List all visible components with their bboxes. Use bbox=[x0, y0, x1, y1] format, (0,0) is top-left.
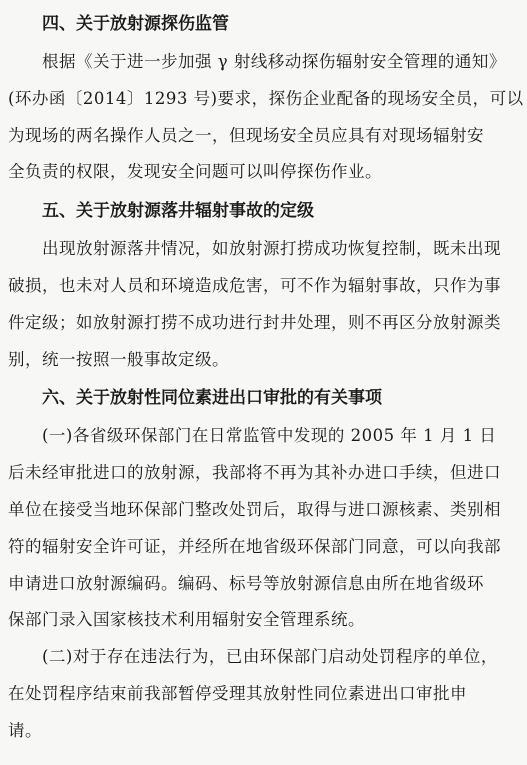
section-4-paragraph-1 bbox=[8, 44, 524, 191]
text-line: (一)各省级环保部门在日常监管中发现的 2005 年 1 月 1 日 bbox=[42, 426, 497, 446]
text-line: 请。 bbox=[8, 720, 42, 740]
text-line: 全负责的权限，发现安全问题可以叫停探伤作业。 bbox=[8, 162, 382, 182]
text-line: 符的辐射安全许可证，并经所在地省级环保部门同意，可以向我部 bbox=[8, 536, 501, 556]
text-line: 破损，也未对人员和环境造成危害，可不作为辐射事故，只作为事 bbox=[8, 275, 501, 295]
text-line: (二)对于存在违法行为，已由环保部门启动处罚程序的单位， bbox=[42, 647, 498, 667]
section-6-paragraph-1 bbox=[8, 418, 517, 639]
section-6-paragraph-2 bbox=[8, 639, 517, 749]
text-line: 申请进口放射源编码。编码、标号等放射源信息由所在地省级环 bbox=[8, 573, 484, 593]
text-line: 单位在接受当地环保部门整改处罚后，取得与进口源核素、类别相 bbox=[8, 499, 501, 519]
section-heading-4: 四、关于放射源探伤监管 bbox=[42, 14, 229, 34]
text-line: 别，统一按照一般事故定级。 bbox=[8, 349, 229, 369]
section-5-paragraph-1 bbox=[8, 231, 517, 378]
text-line: 为现场的两名操作人员之一，但现场安全员应具有对现场辐射安 bbox=[8, 125, 484, 145]
section-heading-5: 五、关于放射源落井辐射事故的定级 bbox=[42, 201, 314, 222]
text-line: 保部门录入国家核技术利用辐射安全管理系统。 bbox=[8, 610, 365, 630]
text-line: 出现放射源落井情况，如放射源打捞成功恢复控制，既未出现 bbox=[42, 239, 501, 259]
text-line: 在处罚程序结束前我部暂停受理其放射性同位素进出口审批申 bbox=[8, 683, 467, 703]
section-heading-6: 六、关于放射性同位素进出口审批的有关事项 bbox=[42, 388, 382, 409]
text-line: 根据《关于进一步加强 γ 射线移动探伤辐射安全管理的通知》 bbox=[42, 52, 506, 71]
text-line: (环办函〔2014〕1293 号)要求，探伤企业配备的现场安全员，可以 bbox=[8, 88, 524, 108]
text-line: 件定级；如放射源打捞不成功进行封井处理，则不再区分放射源类 bbox=[8, 312, 501, 332]
text-line: 后未经审批进口的放射源，我部将不再为其补办进口手续，但进口 bbox=[8, 463, 501, 483]
